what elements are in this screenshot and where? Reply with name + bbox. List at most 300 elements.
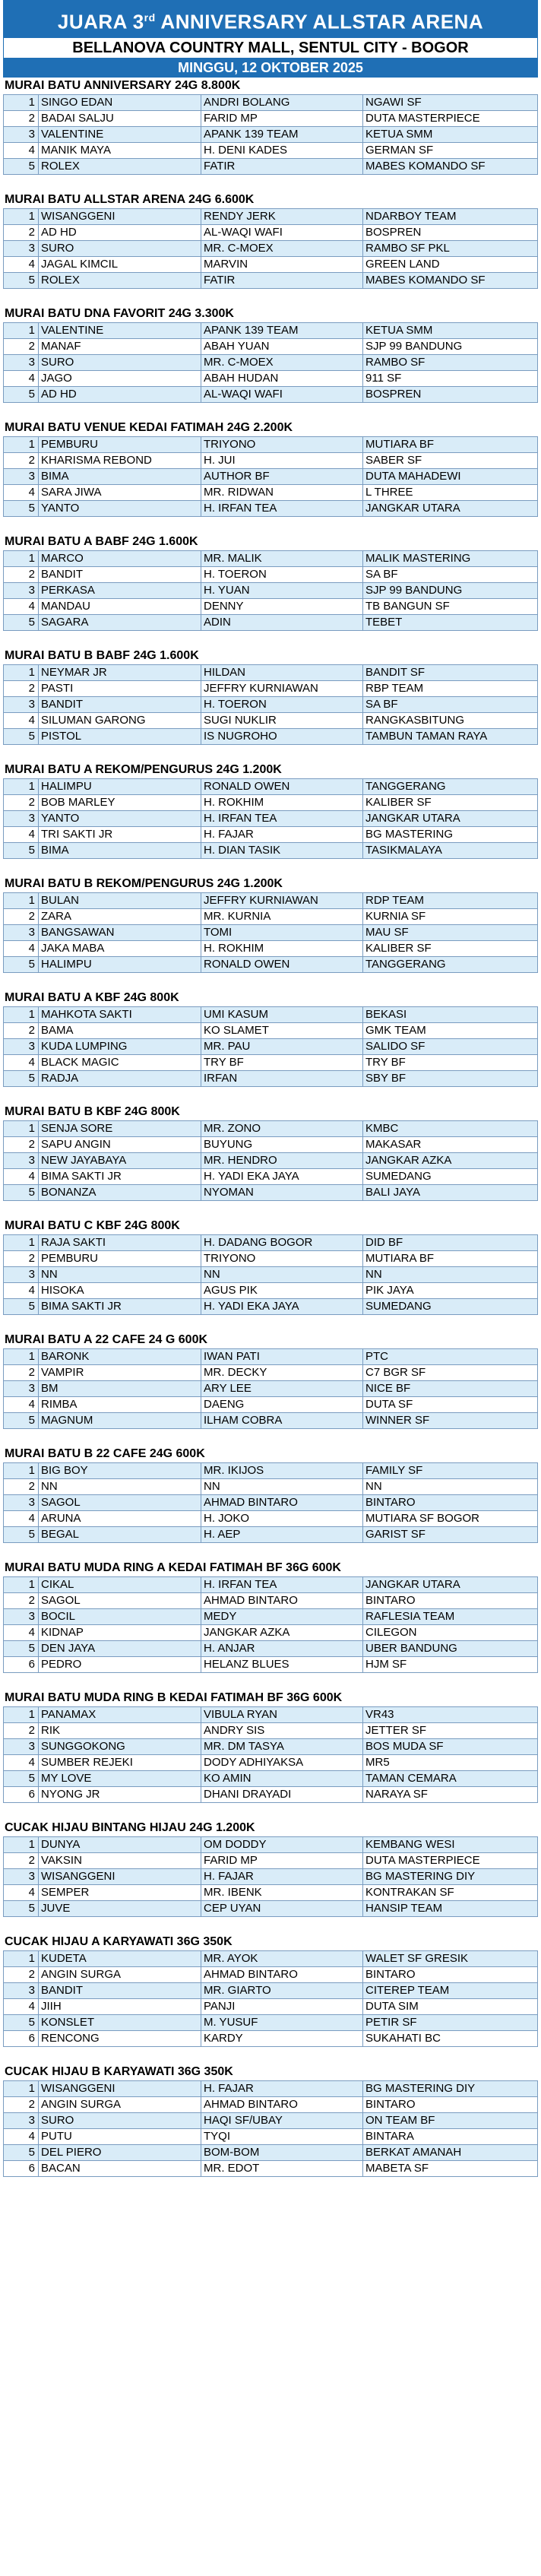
bird-name-cell: PEDRO bbox=[39, 1656, 201, 1672]
bird-name-cell: SUMBER REJEKI bbox=[39, 1754, 201, 1770]
table-row bbox=[4, 1608, 538, 1624]
rank-cell: 5 bbox=[4, 386, 39, 402]
bird-name-cell: KUDETA bbox=[39, 1950, 201, 1966]
section-title: MURAI BATU B BABF 24G 1.600K bbox=[5, 648, 199, 662]
rank-cell: 6 bbox=[4, 1786, 39, 1802]
team-cell: RAFLESIA TEAM bbox=[363, 1608, 538, 1624]
rank-cell: 5 bbox=[4, 1770, 39, 1786]
rank-cell: 4 bbox=[4, 1510, 39, 1526]
team-cell: DID BF bbox=[363, 1234, 538, 1250]
team-cell: KETUA SMM bbox=[363, 322, 538, 338]
table-row bbox=[4, 924, 538, 940]
bird-name-cell: BACAN bbox=[39, 2160, 201, 2176]
rank-cell: 3 bbox=[4, 1738, 39, 1754]
rank-cell: 2 bbox=[4, 1592, 39, 1608]
table-row bbox=[4, 810, 538, 826]
team-cell: KEMBANG WESI bbox=[363, 1836, 538, 1852]
rank-cell: 5 bbox=[4, 1526, 39, 1542]
owner-cell: MEDY bbox=[201, 1608, 363, 1624]
table-row bbox=[4, 1656, 538, 1672]
owner-cell: ARY LEE bbox=[201, 1380, 363, 1396]
team-cell: KALIBER SF bbox=[363, 940, 538, 956]
team-cell: MR5 bbox=[363, 1754, 538, 1770]
bird-name-cell: PASTI bbox=[39, 680, 201, 696]
owner-cell: DODY ADHIYAKSA bbox=[201, 1754, 363, 1770]
table-row bbox=[4, 940, 538, 956]
team-cell: NDARBOY TEAM bbox=[363, 208, 538, 224]
owner-cell: MR. PAU bbox=[201, 1038, 363, 1054]
table-row bbox=[4, 1136, 538, 1152]
result-section bbox=[3, 306, 538, 403]
bird-name-cell: AD HD bbox=[39, 224, 201, 240]
table-row bbox=[4, 1738, 538, 1754]
team-cell: NN bbox=[363, 1266, 538, 1282]
owner-cell: ANDRY SIS bbox=[201, 1722, 363, 1738]
result-section bbox=[3, 876, 538, 973]
team-cell: TAMBUN TAMAN RAYA bbox=[363, 728, 538, 744]
team-cell: TANGGERANG bbox=[363, 778, 538, 794]
owner-cell: VIBULA RYAN bbox=[201, 1706, 363, 1722]
table-row bbox=[4, 110, 538, 126]
team-cell: JANGKAR UTARA bbox=[363, 1576, 538, 1592]
owner-cell: CEP UYAN bbox=[201, 1900, 363, 1916]
bird-name-cell: BIMA SAKTI JR bbox=[39, 1298, 201, 1314]
rank-cell: 4 bbox=[4, 1998, 39, 2014]
team-cell: JANGKAR UTARA bbox=[363, 810, 538, 826]
team-cell: MAKASAR bbox=[363, 1136, 538, 1152]
bird-name-cell: BOCIL bbox=[39, 1608, 201, 1624]
rank-cell: 3 bbox=[4, 582, 39, 598]
bird-name-cell: JAKA MABA bbox=[39, 940, 201, 956]
table-row bbox=[4, 1250, 538, 1266]
bird-name-cell: TRI SAKTI JR bbox=[39, 826, 201, 842]
table-row bbox=[4, 1412, 538, 1428]
owner-cell: NN bbox=[201, 1478, 363, 1494]
owner-cell: MR. HENDRO bbox=[201, 1152, 363, 1168]
team-cell: GERMAN SF bbox=[363, 142, 538, 158]
owner-cell: KO AMIN bbox=[201, 1770, 363, 1786]
rank-cell: 1 bbox=[4, 322, 39, 338]
team-cell: KETUA SMM bbox=[363, 126, 538, 142]
bird-name-cell: MANAF bbox=[39, 338, 201, 354]
table-row bbox=[4, 614, 538, 630]
bird-name-cell: KONSLET bbox=[39, 2014, 201, 2030]
bird-name-cell: SAGOL bbox=[39, 1592, 201, 1608]
rank-cell: 3 bbox=[4, 1380, 39, 1396]
bird-name-cell: BANDIT bbox=[39, 1982, 201, 1998]
table-row bbox=[4, 826, 538, 842]
owner-cell: APANK 139 TEAM bbox=[201, 126, 363, 142]
bird-name-cell: VALENTINE bbox=[39, 126, 201, 142]
team-cell: DUTA MAHADEWI bbox=[363, 468, 538, 484]
rank-cell: 2 bbox=[4, 1364, 39, 1380]
owner-cell: H. IRFAN TEA bbox=[201, 810, 363, 826]
rank-cell: 5 bbox=[4, 2014, 39, 2030]
event-date: MINGGU, 12 OKTOBER 2025 bbox=[3, 58, 538, 78]
team-cell: C7 BGR SF bbox=[363, 1364, 538, 1380]
owner-cell: FATIR bbox=[201, 272, 363, 288]
bird-name-cell: MANDAU bbox=[39, 598, 201, 614]
team-cell: BINTARO bbox=[363, 1592, 538, 1608]
owner-cell: JEFFRY KURNIAWAN bbox=[201, 680, 363, 696]
bird-name-cell: SAGARA bbox=[39, 614, 201, 630]
table-row bbox=[4, 1982, 538, 1998]
bird-name-cell: WISANGGENI bbox=[39, 1868, 201, 1884]
owner-cell: TRIYONO bbox=[201, 1250, 363, 1266]
team-cell: RANGKASBITUNG bbox=[363, 712, 538, 728]
table-row bbox=[4, 1852, 538, 1868]
rank-cell: 5 bbox=[4, 1070, 39, 1086]
rank-cell: 2 bbox=[4, 908, 39, 924]
rank-cell: 3 bbox=[4, 1038, 39, 1054]
team-cell: PTC bbox=[363, 1348, 538, 1364]
table-row bbox=[4, 1966, 538, 1982]
rank-cell: 5 bbox=[4, 842, 39, 858]
owner-cell: KO SLAMET bbox=[201, 1022, 363, 1038]
team-cell: TB BANGUN SF bbox=[363, 598, 538, 614]
table-row bbox=[4, 566, 538, 582]
rank-cell: 2 bbox=[4, 1136, 39, 1152]
page-title bbox=[3, 6, 538, 33]
team-cell: KMBC bbox=[363, 1120, 538, 1136]
table-row bbox=[4, 240, 538, 256]
table-row bbox=[4, 1868, 538, 1884]
team-cell: BG MASTERING bbox=[363, 826, 538, 842]
bird-name-cell: NEYMAR JR bbox=[39, 664, 201, 680]
owner-cell: IRFAN bbox=[201, 1070, 363, 1086]
team-cell: BINTARO bbox=[363, 1494, 538, 1510]
team-cell: RAMBO SF PKL bbox=[363, 240, 538, 256]
bird-name-cell: BOB MARLEY bbox=[39, 794, 201, 810]
owner-cell: AUTHOR BF bbox=[201, 468, 363, 484]
bird-name-cell: MAHKOTA SAKTI bbox=[39, 1006, 201, 1022]
team-cell: KALIBER SF bbox=[363, 794, 538, 810]
rank-cell: 6 bbox=[4, 2160, 39, 2176]
team-cell: RDP TEAM bbox=[363, 892, 538, 908]
results-table bbox=[3, 1120, 538, 1201]
rank-cell: 4 bbox=[4, 1624, 39, 1640]
bird-name-cell: PISTOL bbox=[39, 728, 201, 744]
section-title: MURAI BATU B 22 CAFE 24G 600K bbox=[5, 1446, 205, 1460]
section-title: MURAI BATU MUDA RING B KEDAI FATIMAH BF 36G 600K bbox=[5, 1690, 343, 1704]
owner-cell: H. YADI EKA JAYA bbox=[201, 1298, 363, 1314]
bird-name-cell: BIMA bbox=[39, 468, 201, 484]
result-section bbox=[3, 2064, 538, 2177]
table-row bbox=[4, 1884, 538, 1900]
table-row bbox=[4, 1184, 538, 1200]
rank-cell: 3 bbox=[4, 810, 39, 826]
team-cell: BOS MUDA SF bbox=[363, 1738, 538, 1754]
team-cell: SUKAHATI BC bbox=[363, 2030, 538, 2046]
team-cell: DUTA SF bbox=[363, 1396, 538, 1412]
table-row bbox=[4, 1706, 538, 1722]
rank-cell: 4 bbox=[4, 826, 39, 842]
bird-name-cell: BIG BOY bbox=[39, 1462, 201, 1478]
bird-name-cell: BARONK bbox=[39, 1348, 201, 1364]
team-cell: JETTER SF bbox=[363, 1722, 538, 1738]
bird-name-cell: RENCONG bbox=[39, 2030, 201, 2046]
bird-name-cell: PEMBURU bbox=[39, 1250, 201, 1266]
results-table bbox=[3, 322, 538, 403]
owner-cell: SUGI NUKLIR bbox=[201, 712, 363, 728]
result-section bbox=[3, 1332, 538, 1429]
rank-cell: 2 bbox=[4, 566, 39, 582]
table-row bbox=[4, 1380, 538, 1396]
bird-name-cell: ROLEX bbox=[39, 158, 201, 174]
team-cell: MAU SF bbox=[363, 924, 538, 940]
bird-name-cell: SURO bbox=[39, 354, 201, 370]
owner-cell: MARVIN bbox=[201, 256, 363, 272]
owner-cell: MR. GIARTO bbox=[201, 1982, 363, 1998]
rank-cell: 2 bbox=[4, 1250, 39, 1266]
rank-cell: 3 bbox=[4, 240, 39, 256]
table-row bbox=[4, 1396, 538, 1412]
rank-cell: 4 bbox=[4, 370, 39, 386]
rank-cell: 5 bbox=[4, 272, 39, 288]
rank-cell: 6 bbox=[4, 2030, 39, 2046]
table-row bbox=[4, 1038, 538, 1054]
team-cell: BANDIT SF bbox=[363, 664, 538, 680]
rank-cell: 1 bbox=[4, 1576, 39, 1592]
bird-name-cell: HISOKA bbox=[39, 1282, 201, 1298]
team-cell: NARAYA SF bbox=[363, 1786, 538, 1802]
rank-cell: 5 bbox=[4, 1298, 39, 1314]
bird-name-cell: BIMA SAKTI JR bbox=[39, 1168, 201, 1184]
team-cell: SUMEDANG bbox=[363, 1298, 538, 1314]
table-row bbox=[4, 322, 538, 338]
table-row bbox=[4, 1462, 538, 1478]
owner-cell: HELANZ BLUES bbox=[201, 1656, 363, 1672]
rank-cell: 4 bbox=[4, 1884, 39, 1900]
team-cell: BG MASTERING DIY bbox=[363, 2080, 538, 2096]
table-row bbox=[4, 126, 538, 142]
results-table bbox=[3, 550, 538, 631]
team-cell: TEBET bbox=[363, 614, 538, 630]
owner-cell: TRIYONO bbox=[201, 436, 363, 452]
owner-cell: AL-WAQI WAFI bbox=[201, 386, 363, 402]
table-row bbox=[4, 1070, 538, 1086]
bird-name-cell: ANGIN SURGA bbox=[39, 1966, 201, 1982]
results-table bbox=[3, 892, 538, 973]
bird-name-cell: MANIK MAYA bbox=[39, 142, 201, 158]
result-section bbox=[3, 1218, 538, 1315]
table-row bbox=[4, 436, 538, 452]
results-table bbox=[3, 1462, 538, 1543]
table-row bbox=[4, 664, 538, 680]
team-cell: WALET SF GRESIK bbox=[363, 1950, 538, 1966]
owner-cell: AHMAD BINTARO bbox=[201, 1592, 363, 1608]
bird-name-cell: HALIMPU bbox=[39, 778, 201, 794]
bird-name-cell: MAGNUM bbox=[39, 1412, 201, 1428]
table-row bbox=[4, 1900, 538, 1916]
table-row bbox=[4, 2080, 538, 2096]
owner-cell: ABAH YUAN bbox=[201, 338, 363, 354]
bird-name-cell: YANTO bbox=[39, 500, 201, 516]
table-row bbox=[4, 1168, 538, 1184]
owner-cell: AHMAD BINTARO bbox=[201, 1966, 363, 1982]
table-row bbox=[4, 500, 538, 516]
table-row bbox=[4, 908, 538, 924]
owner-cell: ABAH HUDAN bbox=[201, 370, 363, 386]
team-cell: ON TEAM BF bbox=[363, 2112, 538, 2128]
owner-cell: H. YADI EKA JAYA bbox=[201, 1168, 363, 1184]
team-cell: GARIST SF bbox=[363, 1526, 538, 1542]
owner-cell: AGUS PIK bbox=[201, 1282, 363, 1298]
rank-cell: 1 bbox=[4, 1120, 39, 1136]
rank-cell: 1 bbox=[4, 664, 39, 680]
rank-cell: 5 bbox=[4, 1412, 39, 1428]
bird-name-cell: YANTO bbox=[39, 810, 201, 826]
rank-cell: 1 bbox=[4, 1006, 39, 1022]
table-row bbox=[4, 1282, 538, 1298]
rank-cell: 3 bbox=[4, 1608, 39, 1624]
result-section bbox=[3, 192, 538, 289]
section-title: CUCAK HIJAU A KARYAWATI 36G 350K bbox=[5, 1934, 233, 1948]
team-cell: BINTARO bbox=[363, 1966, 538, 1982]
title-superscript: rd bbox=[144, 11, 156, 24]
section-title: CUCAK HIJAU B KARYAWATI 36G 350K bbox=[5, 2064, 233, 2078]
section-title: MURAI BATU ANNIVERSARY 24G 8.800K bbox=[5, 78, 241, 92]
bird-name-cell: SEMPER bbox=[39, 1884, 201, 1900]
bird-name-cell: BIMA bbox=[39, 842, 201, 858]
bird-name-cell: CIKAL bbox=[39, 1576, 201, 1592]
owner-cell: FARID MP bbox=[201, 1852, 363, 1868]
team-cell: GMK TEAM bbox=[363, 1022, 538, 1038]
rank-cell: 3 bbox=[4, 696, 39, 712]
rank-cell: 2 bbox=[4, 224, 39, 240]
bird-name-cell: PUTU bbox=[39, 2128, 201, 2144]
section-title: CUCAK HIJAU BINTANG HIJAU 24G 1.200K bbox=[5, 1820, 255, 1834]
owner-cell: H. IRFAN TEA bbox=[201, 500, 363, 516]
owner-cell: HAQI SF/UBAY bbox=[201, 2112, 363, 2128]
table-row bbox=[4, 484, 538, 500]
bird-name-cell: VALENTINE bbox=[39, 322, 201, 338]
owner-cell: H. DIAN TASIK bbox=[201, 842, 363, 858]
owner-cell: H. JUI bbox=[201, 452, 363, 468]
rank-cell: 3 bbox=[4, 126, 39, 142]
results-table bbox=[3, 1950, 538, 2047]
owner-cell: H. DADANG BOGOR bbox=[201, 1234, 363, 1250]
team-cell: SA BF bbox=[363, 566, 538, 582]
result-section bbox=[3, 762, 538, 859]
table-row bbox=[4, 1364, 538, 1380]
team-cell: RBP TEAM bbox=[363, 680, 538, 696]
team-cell: MABES KOMANDO SF bbox=[363, 158, 538, 174]
table-row bbox=[4, 94, 538, 110]
bird-name-cell: BADAI SALJU bbox=[39, 110, 201, 126]
team-cell: MUTIARA SF BOGOR bbox=[363, 1510, 538, 1526]
results-table bbox=[3, 208, 538, 289]
table-row bbox=[4, 1836, 538, 1852]
results-table bbox=[3, 94, 538, 175]
owner-cell: H. TOERON bbox=[201, 566, 363, 582]
table-row bbox=[4, 598, 538, 614]
bird-name-cell: VAKSIN bbox=[39, 1852, 201, 1868]
team-cell: HJM SF bbox=[363, 1656, 538, 1672]
bird-name-cell: SINGO EDAN bbox=[39, 94, 201, 110]
table-row bbox=[4, 1770, 538, 1786]
team-cell: DUTA MASTERPIECE bbox=[363, 1852, 538, 1868]
bird-name-cell: PANAMAX bbox=[39, 1706, 201, 1722]
bird-name-cell: BONANZA bbox=[39, 1184, 201, 1200]
table-row bbox=[4, 1022, 538, 1038]
result-section bbox=[3, 1934, 538, 2047]
table-row bbox=[4, 892, 538, 908]
owner-cell: H. ROKHIM bbox=[201, 794, 363, 810]
table-row bbox=[4, 728, 538, 744]
team-cell: PIK JAYA bbox=[363, 1282, 538, 1298]
table-row bbox=[4, 338, 538, 354]
rank-cell: 2 bbox=[4, 452, 39, 468]
result-section bbox=[3, 1820, 538, 1917]
team-cell: SBY BF bbox=[363, 1070, 538, 1086]
team-cell: 911 SF bbox=[363, 370, 538, 386]
owner-cell: KARDY bbox=[201, 2030, 363, 2046]
rank-cell: 4 bbox=[4, 142, 39, 158]
table-row bbox=[4, 1510, 538, 1526]
team-cell: BEKASI bbox=[363, 1006, 538, 1022]
table-row bbox=[4, 1152, 538, 1168]
team-cell: CITEREP TEAM bbox=[363, 1982, 538, 1998]
rank-cell: 4 bbox=[4, 712, 39, 728]
owner-cell: AHMAD BINTARO bbox=[201, 1494, 363, 1510]
team-cell: BOSPREN bbox=[363, 224, 538, 240]
team-cell: BOSPREN bbox=[363, 386, 538, 402]
header bbox=[3, 0, 538, 38]
rank-cell: 4 bbox=[4, 1282, 39, 1298]
table-row bbox=[4, 370, 538, 386]
rank-cell: 1 bbox=[4, 208, 39, 224]
team-cell: BINTARO bbox=[363, 2096, 538, 2112]
bird-name-cell: RADJA bbox=[39, 1070, 201, 1086]
rank-cell: 5 bbox=[4, 614, 39, 630]
bird-name-cell: KUDA LUMPING bbox=[39, 1038, 201, 1054]
team-cell: CILEGON bbox=[363, 1624, 538, 1640]
owner-cell: ANDRI BOLANG bbox=[201, 94, 363, 110]
table-row bbox=[4, 582, 538, 598]
owner-cell: RONALD OWEN bbox=[201, 956, 363, 972]
rank-cell: 2 bbox=[4, 2096, 39, 2112]
owner-cell: BUYUNG bbox=[201, 1136, 363, 1152]
team-cell: MUTIARA BF bbox=[363, 1250, 538, 1266]
table-row bbox=[4, 1298, 538, 1314]
bird-name-cell: BANGSAWAN bbox=[39, 924, 201, 940]
table-row bbox=[4, 158, 538, 174]
owner-cell: OM DODDY bbox=[201, 1836, 363, 1852]
results-table bbox=[3, 1234, 538, 1315]
team-cell: MUTIARA BF bbox=[363, 436, 538, 452]
rank-cell: 1 bbox=[4, 1950, 39, 1966]
table-row bbox=[4, 1266, 538, 1282]
rank-cell: 2 bbox=[4, 1966, 39, 1982]
rank-cell: 4 bbox=[4, 256, 39, 272]
owner-cell: RONALD OWEN bbox=[201, 778, 363, 794]
section-title: MURAI BATU VENUE KEDAI FATIMAH 24G 2.200K bbox=[5, 420, 293, 434]
bird-name-cell: JIIH bbox=[39, 1998, 201, 2014]
table-row bbox=[4, 256, 538, 272]
rank-cell: 5 bbox=[4, 728, 39, 744]
owner-cell: DHANI DRAYADI bbox=[201, 1786, 363, 1802]
table-row bbox=[4, 794, 538, 810]
team-cell: L THREE bbox=[363, 484, 538, 500]
team-cell: DUTA SIM bbox=[363, 1998, 538, 2014]
table-row bbox=[4, 224, 538, 240]
bird-name-cell: SILUMAN GARONG bbox=[39, 712, 201, 728]
team-cell: BINTARA bbox=[363, 2128, 538, 2144]
section-title: MURAI BATU A KBF 24G 800K bbox=[5, 990, 179, 1004]
result-section bbox=[3, 78, 538, 175]
bird-name-cell: SAPU ANGIN bbox=[39, 1136, 201, 1152]
